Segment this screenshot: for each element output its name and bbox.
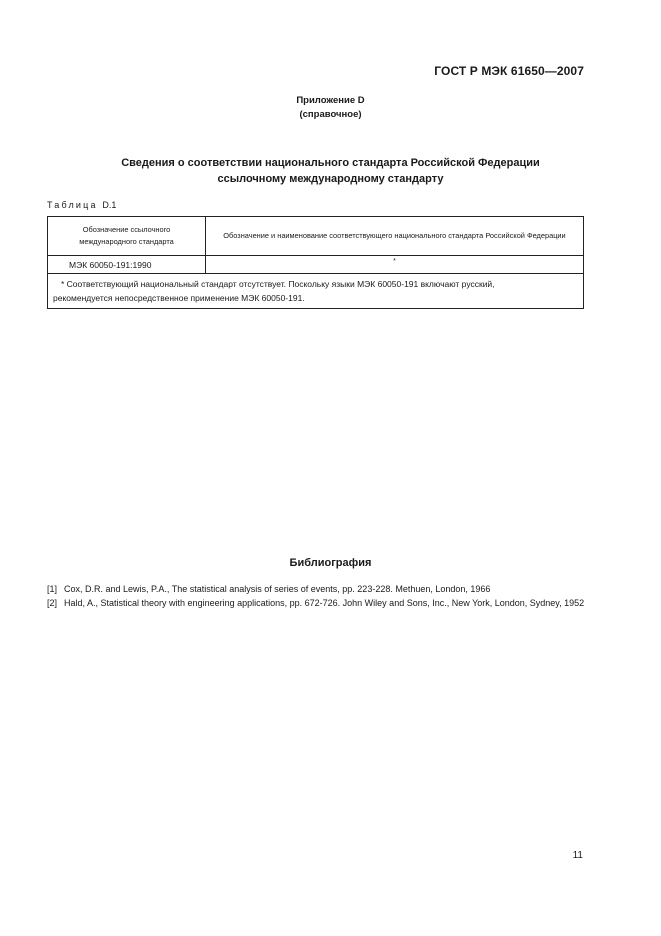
- cell-national-standard: *: [206, 256, 584, 274]
- annex-heading: [0, 155, 661, 187]
- bibliography-entry-text: Cox, D.R. and Lewis, P.A., The statistical analysis of series of events, pp. 223-228. Methuen, London, 1966: [64, 584, 491, 594]
- table-header-row: [48, 217, 584, 256]
- footnote-line-1: * Соответствующий национальный стандарт отсутствует. Поскольку языки МЭК 60050-191 включают русский,: [61, 279, 495, 289]
- bibliography-entry-text: Hald, A., Statistical theory with engineering applications, pp. 672-726. John Wiley and Sons, Inc., New York, London, Sydney, 1952: [64, 597, 585, 608]
- annex-type: (справочное): [299, 109, 362, 120]
- table-label: [47, 200, 116, 210]
- page-number: 11: [572, 850, 583, 861]
- table-row: [48, 256, 584, 274]
- annex-caption: [0, 94, 661, 122]
- table-label-word: Таблица: [47, 200, 98, 210]
- header-national-text: Обозначение и наименование соответствующего национального стандарта Российской Федерации: [223, 231, 566, 240]
- bibliography-entry-number: [2]: [47, 597, 58, 608]
- document-code: ГОСТ Р МЭК 61650—2007: [434, 64, 584, 78]
- annex-heading-line-1: Сведения о соответствии национального стандарта Российской Федерации: [121, 157, 540, 169]
- table-footnote: [48, 274, 584, 309]
- bibliography-entry-number: [1]: [47, 584, 58, 594]
- table-footnote-row: [48, 274, 584, 309]
- table-header-international: [48, 217, 206, 256]
- header-international-text: Обозначение ссылочного международного стандарта: [79, 225, 174, 246]
- bibliography-list: [47, 583, 587, 610]
- cell-reference-standard: МЭК 60050-191:1990: [48, 256, 206, 274]
- bibliography-entry: [47, 597, 587, 611]
- bibliography-entry: [47, 583, 587, 597]
- table-header-national: [206, 217, 584, 256]
- bibliography-heading: Библиография: [289, 557, 372, 569]
- table-number: D.1: [102, 200, 117, 210]
- annex-heading-line-2: ссылочному международному стандарту: [217, 173, 444, 185]
- annex-title: Приложение D: [296, 95, 365, 106]
- footnote-line-2: рекомендуется непосредственное применение МЭК 60050-191.: [53, 293, 305, 303]
- correspondence-table: [47, 216, 584, 309]
